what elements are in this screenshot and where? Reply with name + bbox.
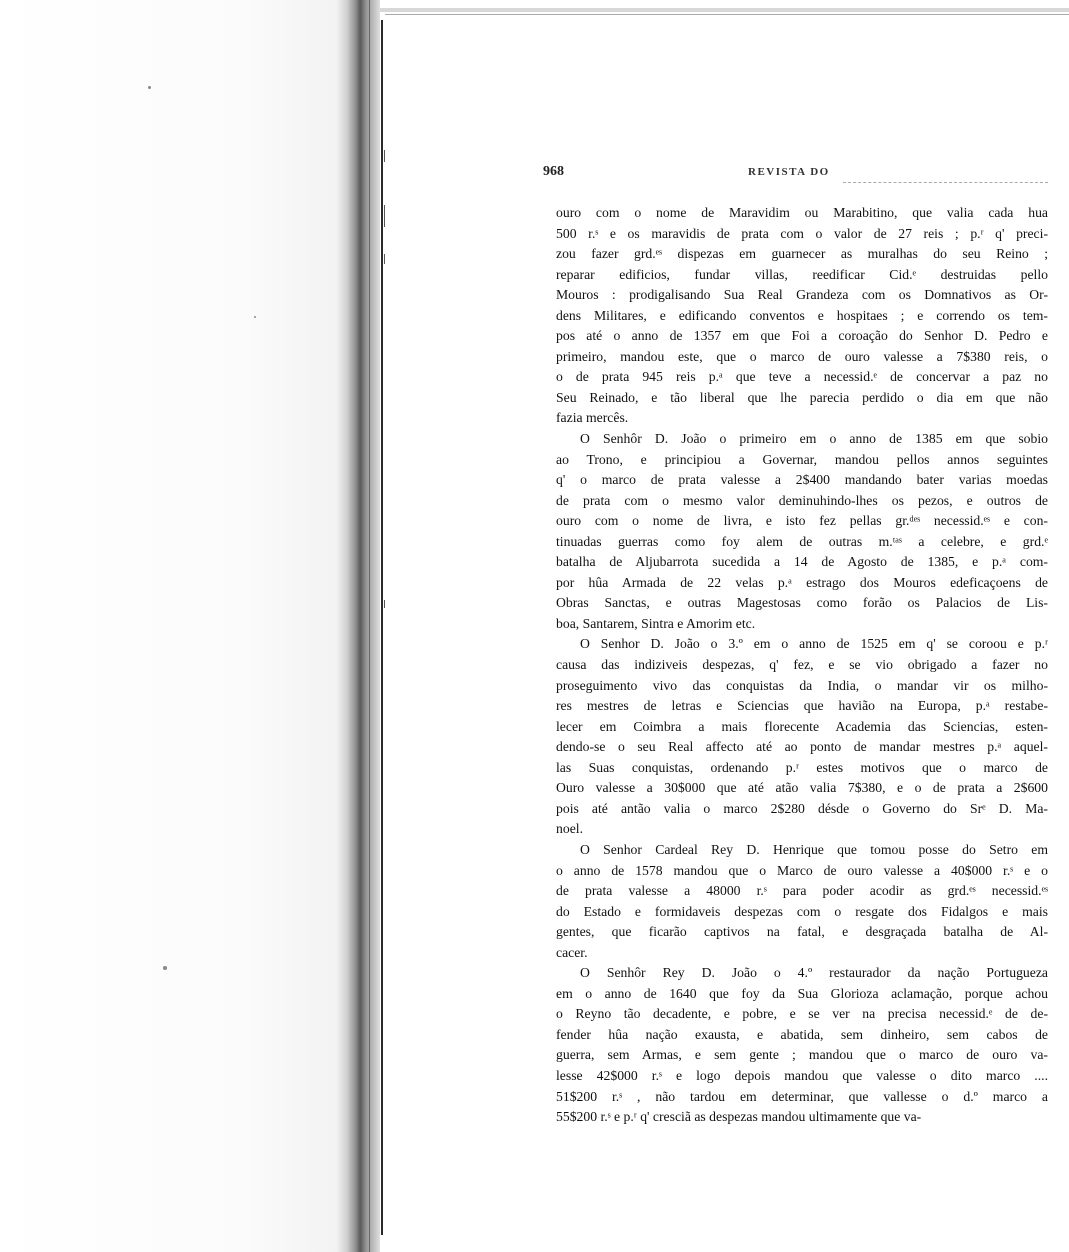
edge-mark <box>384 254 385 264</box>
text-line: ao Trono, e principiou a Governar, mandou pellos annos seguintes <box>556 451 1048 467</box>
text-line: zou fazer grd.ᵉˢ dispezas em guarnecer as muralhas do seu Reino ; <box>556 246 1048 262</box>
page-edge-line <box>381 20 383 1235</box>
gutter-line <box>369 0 370 1252</box>
paragraph <box>556 840 1048 963</box>
page-top-rule <box>385 14 1069 15</box>
header-rule <box>843 182 1048 184</box>
paragraph <box>556 634 1048 839</box>
text-line: de prata valesse a 48000 r.ˢ para poder acodir as grd.ᵉˢ necessid.ᵉˢ <box>556 883 1048 899</box>
text-line: fender hûa nação exausta, e abatida, sem dinheiro, sem cabos de <box>556 1026 1048 1042</box>
text-line: noel. <box>556 821 583 837</box>
text-line: boa, Santarem, Sintra e Amorim etc. <box>556 615 756 631</box>
text-line: batalha de Aljubarrota sucedida a 14 de Agosto de 1385, e p.ᵃ com- <box>556 554 1048 570</box>
running-head: REVISTA DO <box>748 166 830 178</box>
edge-mark <box>384 205 385 227</box>
text-line: Seu Reinado, e tão liberal que lhe parecia perdido o dia em que não <box>556 389 1048 405</box>
text-line: 500 r.ˢ e os maravidis de prata com o valor de 27 reis ; p.ʳ q' preci- <box>556 225 1048 241</box>
edge-mark <box>384 600 385 608</box>
paper-speck <box>254 316 256 318</box>
text-line: lesse 42$000 r.ˢ e logo depois mandou que valesse o dito marco .... <box>556 1067 1048 1083</box>
paper-speck <box>148 86 151 89</box>
book-spine <box>336 0 380 1252</box>
text-line: gentes, que ficarão captivos na fatal, e desgraçada batalha de Al- <box>556 924 1048 940</box>
text-line: causa das indiziveis despezas, q' fez, e se vio obrigado a fazer no <box>556 657 1048 673</box>
text-line: de prata com o mesmo valor deminuhindo-lhes os pezos, e outros de <box>556 492 1048 508</box>
text-line: dens Militares, e edificando conventos e hospitaes ; e correndo os tem- <box>556 307 1048 323</box>
text-line: O Senhor Cardeal Rey D. Henrique que tomou posse do Setro em <box>580 841 1048 857</box>
text-line: pois até antão valia o marco 2$280 désde o Governo do Srᵉ D. Ma- <box>556 800 1048 816</box>
edge-mark <box>384 150 385 162</box>
text-line: proseguimento vivo das conquistas da India, o mandar vir os milho- <box>556 677 1048 693</box>
text-line: 55$200 r.ˢ e p.ʳ q' cresciã as despezas mandou ultimamente que va- <box>556 1109 922 1125</box>
page-header <box>543 164 1048 184</box>
text-line: primeiro, mandou este, que o marco de ouro valesse a 7$380 reis, o <box>556 348 1048 364</box>
text-line: reparar edificios, fundar villas, reedificar Cid.ᵉ destruidas pello <box>556 266 1048 282</box>
body-text <box>556 203 1048 1128</box>
text-line: do Estado e formidaveis despezas com o resgate dos Fidalgos e mais <box>556 903 1048 919</box>
text-line: por hûa Armada de 22 velas p.ᵃ estrago dos Mouros edeficaçoens de <box>556 574 1048 590</box>
text-line: fazia mercês. <box>556 410 629 426</box>
paper-speck <box>163 966 167 970</box>
text-line: Mouros : prodigalisando Sua Real Grandeza com os Domnativos as Or- <box>556 287 1048 303</box>
text-line: o anno de 1578 mandou que o Marco de ouro valesse a 40$000 r.ˢ e o <box>556 862 1048 878</box>
text-line: O Senhor D. João o 3.º em o anno de 1525 em q' se coroou e p.ʳ <box>580 636 1048 652</box>
text-line: ouro com o nome de livra, e isto fez pellas gr.ᵈᵉˢ necessid.ᵉˢ e con- <box>556 513 1048 529</box>
text-line: las Suas conquistas, ordenando p.ʳ estes motivos que o marco de <box>556 759 1048 775</box>
text-line: O Senhôr D. João o primeiro em o anno de 1385 em que sobio <box>580 431 1048 447</box>
page-number: 968 <box>543 164 564 179</box>
text-line: dendo-se o seu Real affecto até ao ponto de mandar mestres p.ᵃ aquel- <box>556 739 1048 755</box>
text-line: o Reyno tão decadente, e pobre, e se ver na precisa necessid.ᵉ de de- <box>556 1006 1048 1022</box>
text-line: res mestres de letras e Sciencias que havião na Europa, p.ᵃ restabe- <box>556 698 1048 714</box>
text-line: lecer em Coimbra a mais florecente Academia das Sciencias, esten- <box>556 718 1048 734</box>
paragraph <box>556 963 1048 1127</box>
page-top-edge <box>380 8 1069 12</box>
text-line: pos até o anno de 1357 em que Foi a coroação do Senhor D. Pedro e <box>556 328 1048 344</box>
paragraph <box>556 203 1048 429</box>
text-line: cacer. <box>556 944 588 960</box>
text-line: ouro com o nome de Maravidim ou Marabitino, que valia cada hua <box>556 205 1048 220</box>
text-line: guerra, sem Armas, e sem gente ; mandou que o marco de ouro va- <box>556 1047 1048 1063</box>
text-line: o de prata 945 reis p.ᵃ que teve a necessid.ᵉ de concervar a paz no <box>556 369 1048 385</box>
paragraph <box>556 429 1048 634</box>
text-line: Ouro valesse a 30$000 que até atão valia 7$380, e o de prata a 2$600 <box>556 780 1048 796</box>
text-line: q' o marco de prata valesse a 2$400 mandando bater varias moedas <box>556 472 1048 488</box>
text-line: em o anno de 1640 que foy da Sua Glorioza aclamação, porque achou <box>556 985 1048 1001</box>
text-line: tinuadas guerras como foy alem de outras m.ᵗᵃˢ a celebre, e grd.ᵉ <box>556 533 1048 549</box>
text-line: O Senhôr Rey D. João o 4.º restaurador da nação Portugueza <box>580 965 1048 981</box>
text-line: 51$200 r.ˢ , não tardou em determinar, que vallesse o d.º marco a <box>556 1088 1048 1104</box>
left-facing-page <box>0 0 352 1252</box>
text-line: Obras Sanctas, e outras Magestosas como forão os Palacios de Lis- <box>556 595 1048 611</box>
